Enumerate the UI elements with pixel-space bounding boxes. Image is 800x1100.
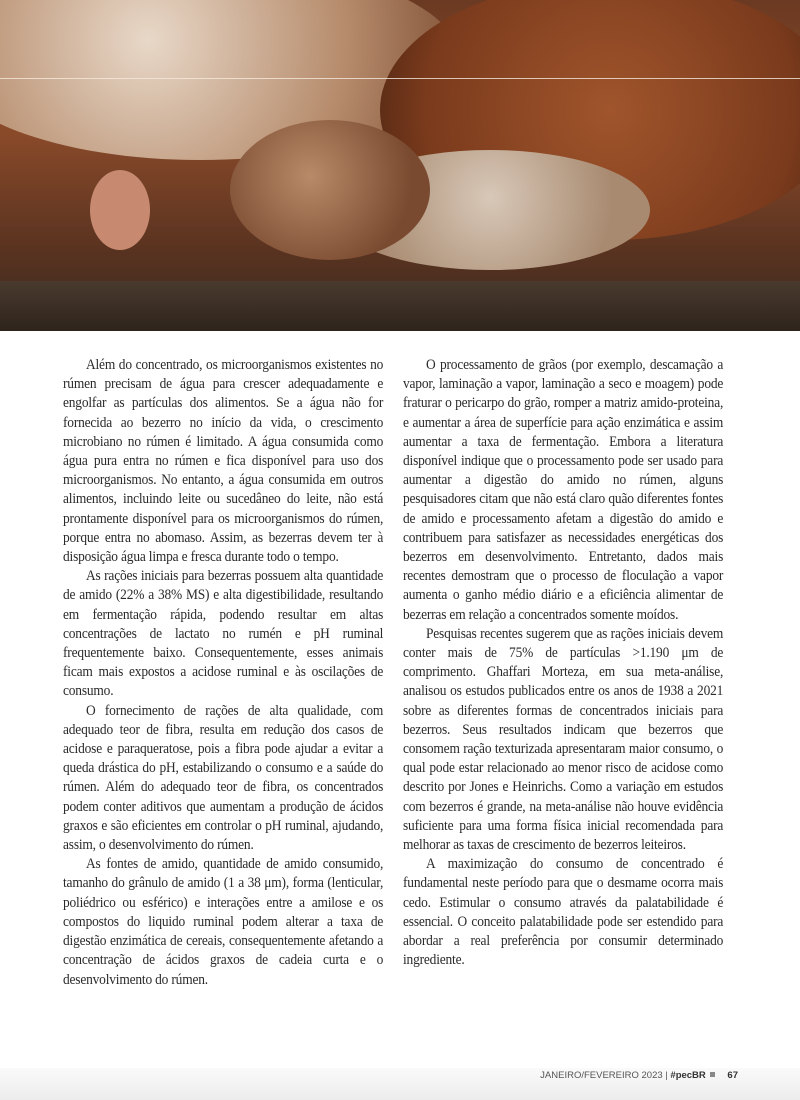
- photo-rule-line: [0, 78, 800, 79]
- issue-date: JANEIRO/FEVEREIRO 2023 |: [540, 1070, 668, 1081]
- calf-head-shape: [230, 120, 430, 260]
- paragraph: As rações iniciais para bezerras possuem alta quantidade de amido (22% a 38% MS) e alta digestibilidade, resultando em fermentação rápida, podendo resultar em altas concentrações de lactato no rumén e pH ruminal frequentemente baixo. Consequentemente, esses animais ficam mais expostos a acidose ruminal e às oscilações de consumo.: [63, 568, 384, 700]
- header-photo: [0, 0, 800, 331]
- paragraph: Além do concentrado, os microorganismos existentes no rúmen precisam de água para crescer adequadamente e engolfar as partículas dos alimentos. Se a água não for fornecida ao bezerro no início da vida, o crescimento microbiano no rúmen é limitado. A água consumida como água pura entra no rúmen e fica disponível para uso dos microorganismos. No entanto, a água consumida em outros alimentos, incluindo leite ou sucedâneo do leite, não está prontamente disponível para os microorganismos do rúmen, porque entra no abomaso. Assim, as bezerras devem ter à disposição água limpa e fresca durante todo o tempo.: [63, 357, 384, 566]
- brand-tag: #pecBR: [670, 1070, 706, 1081]
- paragraph: As fontes de amido, quantidade de amido consumido, tamanho do grânulo de amido (1 a 38 μm), forma (lenticular, poliédrico ou esférico) e interações entre a amilose e os compostos do liquido ruminal podem alterar a taxa de digestão enzimática de cereais, consequentemente afetando a concentração de ácidos graxos de cadeia curta e o desenvolvimento do rúmen.: [63, 856, 384, 988]
- page-footer: [0, 1068, 800, 1100]
- paragraph: O processamento de grãos (por exemplo, descamação a vapor, laminação a vapor, laminação a seco e moagem) pode fraturar o pericarpo do grão, romper a matriz amido-proteina, e aumentar a área de superfície para ação enzimática e assim aumentar a taxa de fermentação. Embora a literatura disponível indique que o processamento pode ser usado para aumentar a digestão do amido no rúmen, alguns pesquisadores citam que não está claro quão diferentes fontes de amido e processamento afetam a digestão do amido e contribuem para satisfazer as necessidades energéticas dos bezerros em desenvolvimento. Entretanto, dados mais recentes demostram que o processo de floculação a vapor aumenta o ganho médio diário e a eficiência alimentar de bezerras em relação a concentrados somente moídos.: [403, 357, 724, 623]
- paragraph: A maximização do consumo de concentrado é fundamental neste período para que o desmame ocorra mais cedo. Estimular o consumo através da palatabilidade é essencial. O conceito palatabilidade pode ser estendido para abordar a real preferência por consumir determinado ingrediente.: [403, 856, 724, 969]
- udder-shape: [90, 170, 150, 250]
- square-icon: [710, 1072, 715, 1077]
- page-number: 67: [727, 1070, 738, 1081]
- ground: [0, 281, 800, 331]
- paragraph: Pesquisas recentes sugerem que as rações iniciais devem conter mais de 75% de partículas >1.190 μm de comprimento. Ghaffari Morteza, em sua meta-análise, analisou os estudos publicados entre os anos de 1938 a 2021 sobre as diferentes formas de concentrados iniciais para bezerros. Seus resultados indicam que bezerros que consomem ração texturizada apresentaram maior consumo, o qual pode estar relacionado ao menor risco de acidose como descrito por Jones e Heinrichs. Como a variação em estudos com bezerros é grande, na meta-análise não houve evidência suficiente para uma forma física inicial recomendada para melhorar as taxas de crescimento de bezerros leiteiros.: [403, 625, 724, 854]
- left-column: [63, 356, 383, 990]
- right-column: [403, 356, 723, 971]
- paragraph: O fornecimento de rações de alta qualidade, com adequado teor de fibra, resulta em redução dos casos de acidose e paraqueratose, pois a fibra pode ajudar a evitar a queda drástica do pH, estabilizando o consumo e a saúde do rúmen. Além do adequado teor de fibra, os concentrados podem conter aditivos que aumentam a produção de ácidos graxos e são eficientes em controlar o pH ruminal, ajudando, assim, o desenvolvimento do rúmen.: [63, 702, 384, 854]
